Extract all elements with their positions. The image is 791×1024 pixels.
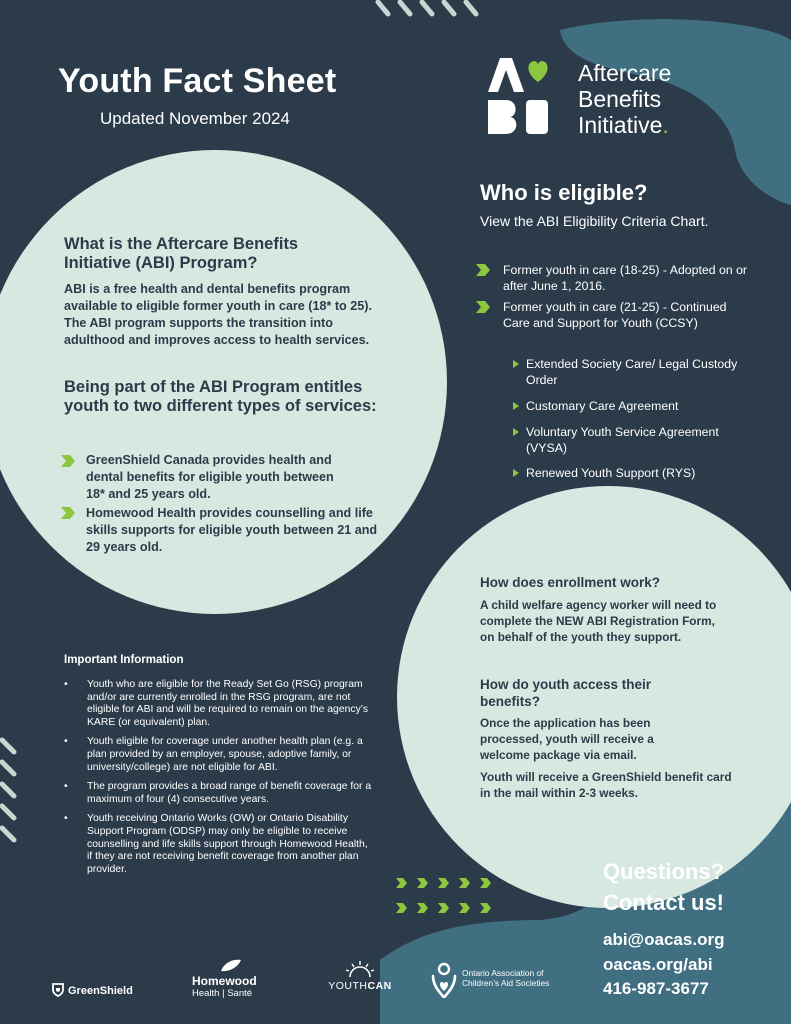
page-title: Youth Fact Sheet <box>58 62 337 100</box>
youthcan-logo-text <box>324 980 396 992</box>
logo-line-3 <box>578 112 671 138</box>
questions-line-2: Contact us! <box>603 890 724 915</box>
eligibility-sub-suffix: . <box>704 213 709 229</box>
important-item-rsg: • Youth who are eligible for the Ready Set Go (RSG) program and/or are currently enrolled in the RSG program, are not eligible for ABI and will be required to remain on the agency’s KARE (or equivalent) plan. <box>64 679 374 729</box>
eligibility-subtitle <box>480 213 740 230</box>
important-list <box>64 679 374 883</box>
child-heart-icon <box>430 962 458 1000</box>
logo-dot: . <box>662 112 669 138</box>
logo-line-2: Benefits <box>578 86 662 112</box>
green-arrow-icon <box>475 263 491 277</box>
important-item-ow-odsp: • Youth receiving Ontario Works (OW) or Ontario Disability Support Program (ODSP) may only be eligible to receive counselling and life skills support through Homewood Health, if they are not receiving benefit coverage from another plan provider. <box>64 813 374 876</box>
oacas-logo-line-1: Ontario Association of <box>462 968 544 978</box>
green-arrow-icon <box>60 454 76 468</box>
youthcan-logo-text-b: CAN <box>367 980 392 992</box>
questions-heading <box>603 856 724 918</box>
chevron-pattern-icon <box>394 876 494 918</box>
important-heading: Important Information <box>64 654 184 666</box>
eligibility-sub-item-vysa: Voluntary Youth Service Agreement (VYSA) <box>526 425 719 455</box>
services-heading: Being part of the ABI Program entitles youth to two different types of services: <box>64 378 377 415</box>
youthcan-logo-text-a: YOUTH <box>328 980 368 992</box>
youthcan-logo <box>324 960 396 992</box>
eligibility-item-ccsy: Former youth in care (21-25) - Continued Care and Support for Youth (CCSY) <box>503 300 727 330</box>
enrollment-heading: How does enrollment work? <box>480 575 661 590</box>
contact-website-link[interactable]: oacas.org/abi <box>603 955 713 974</box>
sun-icon <box>343 960 377 978</box>
triangle-bullet-icon <box>513 428 519 436</box>
eligibility-sub-item-customary: Customary Care Agreement <box>526 399 679 413</box>
services-item-homewood: Homewood Health provides counselling and life skills supports for eligible youth between 21 and 29 years old. <box>86 506 378 554</box>
questions-line-1: Questions? <box>603 859 725 884</box>
eligibility-item-adopted: Former youth in care (18-25) - Adopted on or after June 1, 2016. <box>503 263 748 293</box>
green-arrow-icon <box>60 506 76 520</box>
oacas-logo-text <box>462 968 602 988</box>
shield-icon <box>52 983 64 997</box>
homewood-logo-line-2: Health | Santé <box>192 988 253 999</box>
homewood-logo <box>192 959 272 1000</box>
logo-line-3-text: Initiative <box>578 112 663 138</box>
greenshield-logo <box>52 983 133 997</box>
eligibility-sub-prefix: View the <box>480 213 537 229</box>
enrollment-body: A child welfare agency worker will need to complete the NEW ABI Registration Form, on behalf of the youth they support. <box>480 598 717 644</box>
about-body: ABI is a free health and dental benefits program available to eligible former youth in care (18* to 25). The ABI program supports the transition into adulthood and improves access to health services. <box>64 282 372 347</box>
oacas-logo-line-2: Children’s Aid Societies <box>462 978 550 988</box>
triangle-bullet-icon <box>513 402 519 410</box>
eligibility-sub-item-rys: Renewed Youth Support (RYS) <box>526 466 696 480</box>
triangle-bullet-icon <box>513 469 519 477</box>
contact-email-link[interactable]: abi@oacas.org <box>603 930 725 949</box>
updated-date: Updated November 2024 <box>100 109 290 128</box>
homewood-logo-line-1: Homewood <box>192 974 257 988</box>
services-item-greenshield: GreenShield Canada provides health and dental benefits for eligible youth between 18* and 25 years old. <box>86 453 334 501</box>
eligibility-sub-item-esc: Extended Society Care/ Legal Custody Order <box>526 357 738 387</box>
green-arrow-icon <box>475 300 491 314</box>
about-heading: What is the Aftercare Benefits Initiative (ABI) Program? <box>64 235 299 272</box>
logo-line-1: Aftercare <box>578 60 672 86</box>
leaf-icon <box>220 959 242 973</box>
important-item-other-plan: • Youth eligible for coverage under another health plan (e.g. a plan provided by an employer, spouse, adoptive family, or university/college) are not eligible for ABI. <box>64 736 374 774</box>
access-body-2: Youth will receive a GreenShield benefit card in the mail within 2-3 weeks. <box>480 770 732 800</box>
abi-logo-text <box>578 60 671 138</box>
abi-logo-icon <box>486 56 552 136</box>
access-body-1: Once the application has been processed, youth will receive a welcome package via email. <box>480 716 654 762</box>
contact-phone[interactable]: 416-987-3677 <box>603 979 709 998</box>
access-heading: How do youth access their benefits? <box>480 677 652 709</box>
important-item-coverage: • The program provides a broad range of benefit coverage for a maximum of four (4) consecutive years. <box>64 781 374 806</box>
eligibility-criteria-link[interactable]: ABI Eligibility Criteria Chart <box>536 213 705 229</box>
triangle-bullet-icon <box>513 360 519 368</box>
eligibility-heading: Who is eligible? <box>480 180 648 205</box>
greenshield-logo-text: GreenShield <box>68 985 133 997</box>
